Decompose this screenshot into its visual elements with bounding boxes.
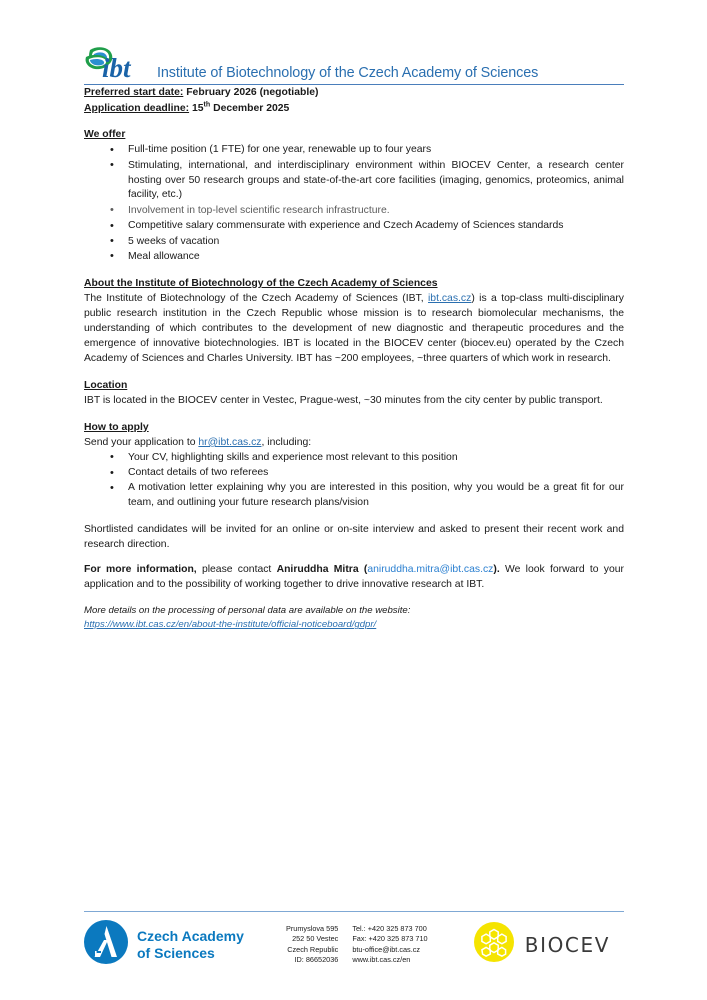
location-heading: Location — [84, 379, 128, 391]
how-to-apply-heading: How to apply — [84, 421, 149, 433]
contact-paren-close: ). — [493, 564, 500, 576]
document-content — [84, 42, 624, 632]
contact-mid: please contact — [196, 564, 277, 576]
how-to-apply-intro — [84, 436, 624, 451]
preferred-start-date-value: February 2026 (negotiable) — [183, 87, 319, 98]
preferred-start-date — [84, 85, 624, 101]
biocev-logo — [473, 921, 624, 968]
list-item: • Your CV, highlighting skills and experience most relevant to this position — [84, 451, 624, 466]
address-street: Prumyslova 595 — [286, 923, 339, 933]
application-deadline-value: 15 — [189, 102, 204, 114]
footer-address-block — [280, 924, 428, 965]
shortlist-paragraph: Shortlisted candidates will be invited for an online or on-site interview and asked to present their recent work and research direction. — [84, 523, 624, 550]
gdpr-link[interactable]: https://www.ibt.cas.cz/en/about-the-institute/official-noticeboard/gdpr/ — [84, 619, 377, 631]
document-header — [84, 42, 624, 82]
czech-academy-of-sciences-logo — [84, 920, 280, 969]
list-item: • A motivation letter explaining why you are interested in this position, why you would be a great fit for our team, and outlining your future research plans/vision — [84, 481, 624, 511]
cas-wordmark-line2: of Sciences — [137, 944, 215, 961]
gdpr-note: More details on the processing of personal data are available on the website: — [84, 605, 411, 617]
footer-divider — [84, 911, 624, 912]
biocev-honeycomb-icon — [473, 921, 515, 968]
ibt-website-link[interactable]: ibt.cas.cz — [428, 293, 472, 305]
contact-tel: Tel.: +420 325 873 700 — [352, 923, 427, 933]
contact-website[interactable]: www.ibt.cas.cz/en — [352, 954, 411, 964]
application-deadline — [84, 101, 624, 117]
footer-contact-right-column — [352, 924, 427, 965]
cas-circle-icon — [84, 920, 128, 969]
contact-paragraph — [84, 563, 624, 593]
ibt-logo-icon — [84, 44, 152, 82]
about-heading: About the Institute of Biotechnology of the Czech Academy of Sciences — [84, 278, 438, 290]
we-offer-heading: We offer — [84, 129, 126, 141]
list-item: • Contact details of two referees — [84, 466, 624, 481]
cas-wordmark — [137, 928, 244, 961]
address-id: ID: 86652036 — [294, 954, 339, 964]
deadline-ordinal-suffix: th — [203, 101, 211, 109]
apply-intro-after-link: , including: — [261, 436, 312, 448]
list-item: • Stimulating, international, and interdisciplinary environment within BIOCEV Center, a research center hosting over 50 research groups and state-of-the-art core facilities (imaging, genomics, proteomics, animal facility, etc.) — [84, 159, 624, 204]
about-text-before-link: The Institute of Biotechnology of the Czech Academy of Sciences (IBT, — [84, 293, 428, 305]
list-item: • Involvement in top-level scientific research infrastructure. — [84, 204, 624, 219]
address-city: 252 50 Vestec — [292, 934, 339, 944]
how-to-apply-list — [84, 451, 624, 512]
contact-person-name: Aniruddha Mitra — [276, 564, 359, 576]
list-item: • Competitive salary commensurate with experience and Czech Academy of Sciences standards — [84, 219, 624, 234]
apply-intro-before-link: Send your application to — [84, 436, 199, 448]
list-item: • 5 weeks of vacation — [84, 235, 624, 250]
list-item: • Meal allowance — [84, 250, 624, 265]
contact-paren-open: ( — [358, 564, 368, 576]
location-paragraph: IBT is located in the BIOCEV center in Vestec, Prague-west, ~30 minutes from the city center by public transport. — [84, 394, 603, 406]
svg-text:ibt: ibt — [102, 53, 131, 82]
footer-address-left-column — [286, 924, 338, 965]
hr-email-link[interactable]: hr@ibt.cas.cz — [198, 436, 262, 448]
biocev-wordmark: BIOCEV — [524, 932, 610, 957]
contact-tail: We look forward to your application and to the possibility of working together to drive innovative research at IBT. — [84, 564, 624, 591]
application-deadline-label: Application deadline: — [84, 102, 190, 114]
contact-office-email[interactable]: btu-office@ibt.cas.cz — [352, 944, 421, 954]
address-country: Czech Republic — [287, 944, 339, 954]
application-deadline-month-year: December 2025 — [210, 102, 290, 114]
cas-wordmark-line1: Czech Academy — [137, 927, 244, 944]
contact-fax: Fax: +420 325 873 710 — [352, 934, 428, 944]
list-item: • Full-time position (1 FTE) for one year, renewable up to four years — [84, 143, 624, 158]
we-offer-list — [84, 143, 624, 265]
contact-bold-lead: For more information, — [84, 564, 197, 576]
about-paragraph — [84, 292, 624, 366]
header-title: Institute of Biotechnology of the Czech Academy of Sciences — [157, 64, 539, 81]
about-text-after-link: ) is a top-class multi-disciplinary public research institution in the Czech Republic whose mission is to research biomolecular mechanisms, the understanding of which contributes to the development of new diagnostic and therapeutic procedures and the emergence of innovative biotechnologies. IBT is located in the BIOCEV center (biocev.eu) operated by the Czech Academy of Sciences and Charles University. IBT has ~200 employees, ~three quarters of which work in research. — [84, 293, 624, 364]
preferred-start-date-label: Preferred start date: — [84, 87, 184, 98]
gdpr-url-line — [84, 618, 624, 632]
document-footer — [84, 920, 624, 969]
contact-email-link[interactable]: aniruddha.mitra@ibt.cas.cz — [367, 564, 494, 576]
